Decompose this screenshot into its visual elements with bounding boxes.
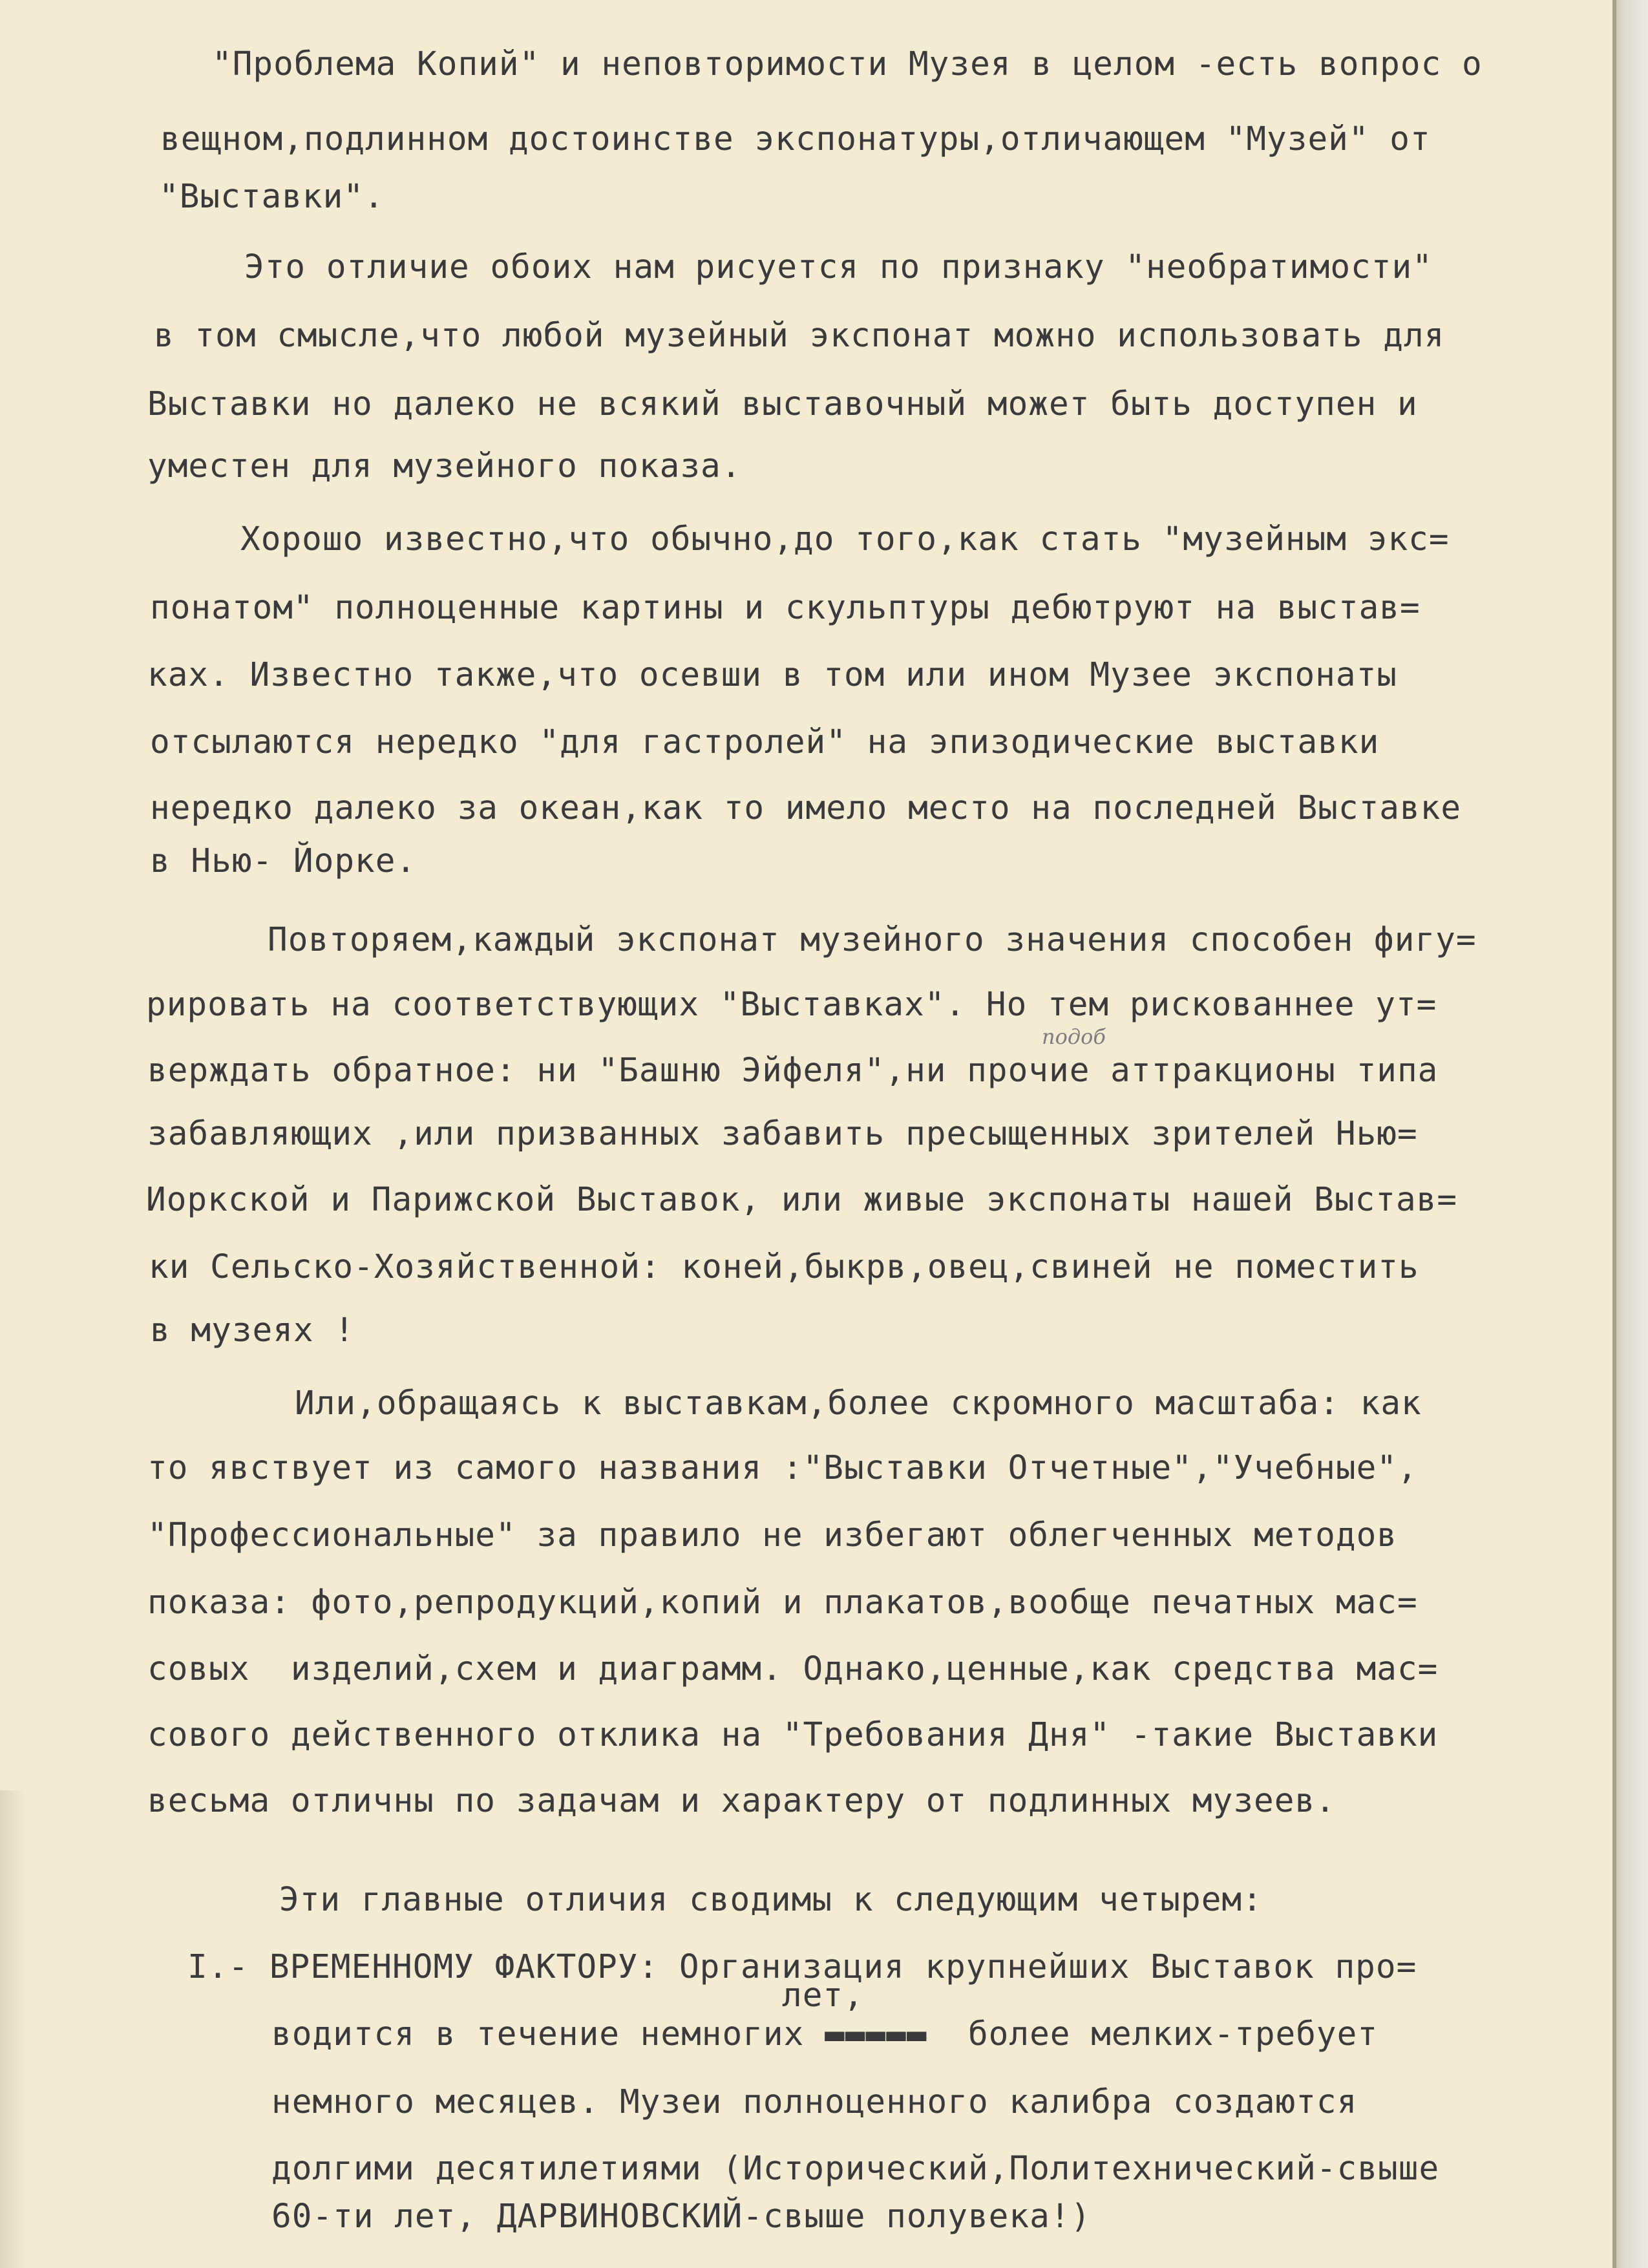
text-line: в музеях ! xyxy=(150,1311,355,1350)
text-line: верждать обратное: ни "Башню Эйфеля",ни прочие аттракционы типа xyxy=(147,1052,1439,1090)
text-line: забавляющих ,или призванных забавить пресыщенных зрителей Нью= xyxy=(147,1115,1418,1153)
text-line: немного месяцев. Музеи полноценного калибра создаются xyxy=(271,2083,1358,2121)
text-line: I.- ВРЕМЕННОМУ ФАКТОРУ: Организация крупнейших Выставок про= xyxy=(187,1948,1417,1986)
text-line: Иоркской и Парижской Выставок, или живые экспонаты нашей Выстав= xyxy=(146,1181,1458,1219)
text-line: "Проблема Копий" и неповторимости Музея в целом -есть вопрос о xyxy=(212,45,1483,83)
text-line: Повторяем,каждый экспонат музейного значения способен фигу= xyxy=(268,921,1477,959)
page-edge xyxy=(1612,0,1648,2268)
handwritten-annotation: подоб xyxy=(1042,1024,1106,1049)
page-fold-shadow xyxy=(0,1790,26,2268)
text-line: показа: фото,репродукций,копий и плакатов,вообще печатных мас= xyxy=(147,1584,1418,1622)
text-line: Это отличие обоих нам рисуется по признаку "необратимости" xyxy=(244,248,1433,286)
text-line: лет, xyxy=(782,1977,864,2015)
text-line: 60-ти лет, ДАРВИНОВСКИЙ-свыше полувека!) xyxy=(271,2198,1092,2236)
text-line: долгими десятилетиями (Исторический,Политехнический-свыше xyxy=(271,2150,1440,2188)
text-line: водится в течение немногих ▬▬▬▬▬ более мелких-требует xyxy=(271,2015,1379,2053)
text-line: рировать на соответствующих "Выставках". Но тем рискованнее ут= xyxy=(146,986,1437,1024)
text-line: понатом" полноценные картины и скульптуры дебютруют на выстав= xyxy=(150,589,1421,627)
text-line: в Нью- Йорке. xyxy=(150,842,417,880)
text-line: нередко далеко за океан,как то имело место на последней Выставке xyxy=(150,789,1462,827)
text-line: Хорошо известно,что обычно,до того,как стать "музейным экс= xyxy=(240,520,1450,558)
text-line: вещном,подлинном достоинстве экспонатуры,отличающем "Музей" от xyxy=(160,120,1431,158)
text-line: "Выставки". xyxy=(159,178,385,216)
text-line: отсылаются нередко "для гастролей" на эпизодические выставки xyxy=(150,723,1380,761)
text-line: ках. Известно также,что осевши в том или ином Музее экспонаты xyxy=(147,656,1397,694)
text-line: "Профессиональные" за правило не избегают облегченных методов xyxy=(147,1516,1397,1554)
text-line: Выставки но далеко не всякий выставочный может быть доступен и xyxy=(147,385,1418,423)
text-line: уместен для музейного показа. xyxy=(147,447,742,485)
text-line: совых изделий,схем и диаграмм. Однако,ценные,как средства мас= xyxy=(147,1650,1439,1688)
text-line: Эти главные отличия сводимы к следующим четырем: xyxy=(279,1881,1263,1919)
text-line: Или,обращаясь к выставкам,более скромного масштаба: как xyxy=(295,1384,1422,1423)
text-line: сового действенного отклика на "Требования Дня" -такие Выставки xyxy=(147,1716,1439,1754)
text-line: ки Сельско-Хозяйственной: коней,быкрв,овец,свиней не поместить xyxy=(149,1248,1419,1286)
text-line: в том смысле,что любой музейный экспонат можно использовать для xyxy=(154,317,1445,355)
text-line: весьма отличны по задачам и характеру от подлинных музеев. xyxy=(147,1782,1336,1820)
text-line: то явствует из самого названия :"Выставки Отчетные","Учебные", xyxy=(147,1449,1418,1487)
